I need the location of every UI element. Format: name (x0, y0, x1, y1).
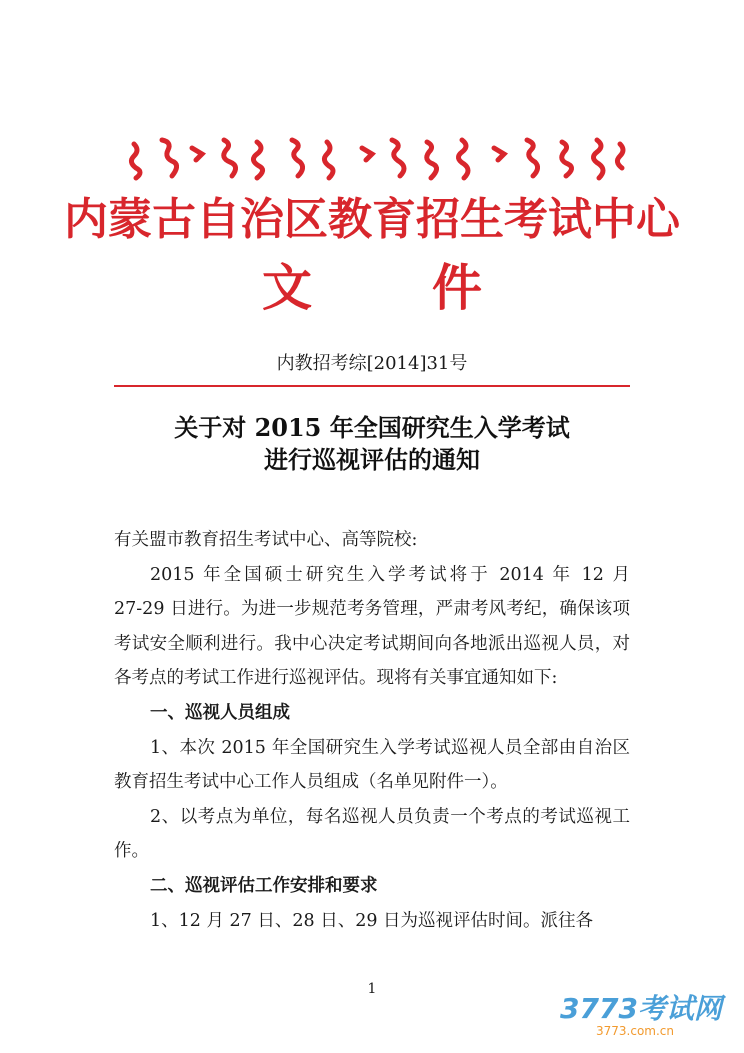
watermark-logo (558, 990, 728, 1038)
section-1-item-2: 2、以考点为单位，每名巡视人员负责一个考点的考试巡视工作。 (114, 806, 630, 862)
paragraph-1-continued: 27-29 日进行。为进一步规范考务管理，严肃考风考纪，确保该项考试安全顺利进行。我中心决定考试期间向各地派出巡视人员，对各考点的考试工作进行巡视评估。现将有关事宜通知如下: (114, 599, 630, 689)
section-heading-1: 一、巡视人员组成 (150, 702, 290, 723)
document-number: 内教招考综[2014]31号 (276, 353, 468, 374)
mongolian-script-line (122, 134, 632, 182)
notice-title-line-1: 关于对 2015 年全国研究生入学考试 (174, 413, 570, 442)
salutation: 有关盟市教育招生考试中心、高等院校: (114, 530, 418, 550)
notice-title-line-2: 进行巡视评估的通知 (264, 445, 480, 474)
section-1-item-1: 1、本次 2015 年全国研究生入学考试巡视人员全部由自治区教育招生考试中心工作人员组成（名单见附件一）。 (114, 737, 630, 793)
document-type-title (0, 258, 744, 318)
page-number: 1 (367, 981, 377, 997)
watermark-site: 3773.com.cn (596, 1024, 674, 1038)
document-type-char-1: 文 (262, 259, 312, 317)
section-2-item-1: 1、12 月 27 日、28 日、29 日为巡视评估时间。派往各 (150, 910, 594, 931)
section-heading-2: 二、巡视评估工作安排和要求 (150, 875, 378, 896)
notice-title (0, 412, 744, 476)
notice-body (114, 523, 630, 938)
document-type-char-2: 件 (432, 259, 482, 317)
watermark-brand: 3773考试网 (560, 992, 722, 1025)
organization-title: 内蒙古自治区教育招生考试中心 (64, 194, 680, 245)
paragraph-1-first-line: 2015 年全国硕士研究生入学考试将于 2014 年 12 月 (150, 564, 630, 585)
red-divider-line (114, 385, 630, 387)
